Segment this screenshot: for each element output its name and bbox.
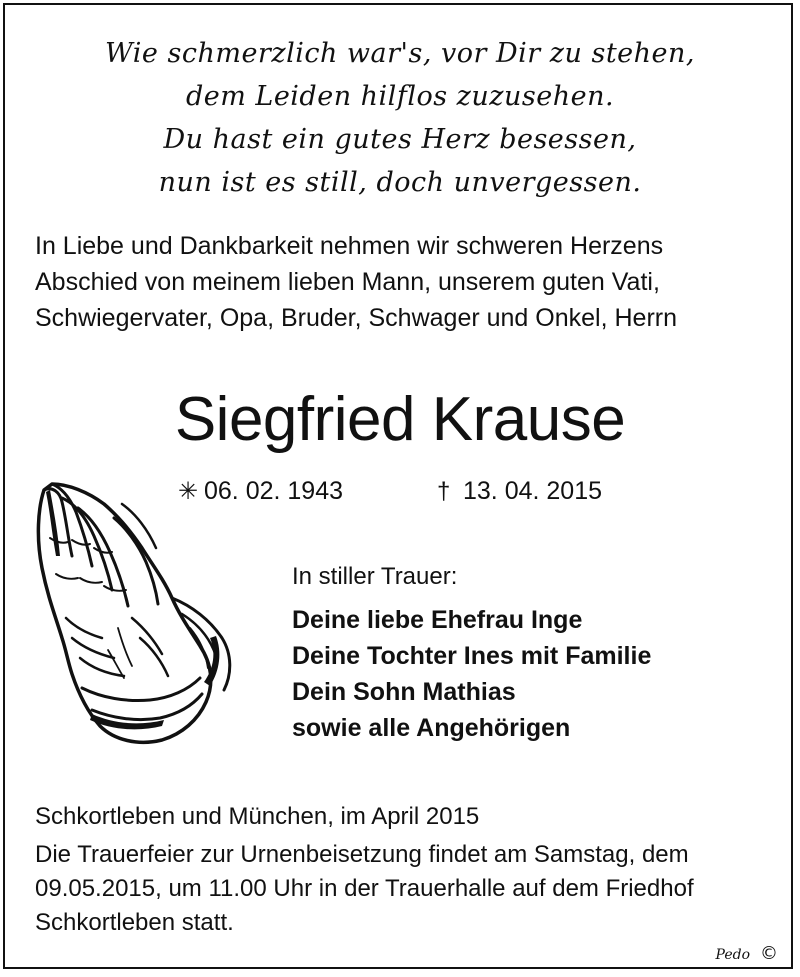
death-date-value: 13. 04. 2015 <box>463 477 603 505</box>
funeral-info <box>35 800 765 940</box>
poem-line: nun ist es still, doch unvergessen. <box>158 167 642 198</box>
birth-date-value: 06. 02. 1943 <box>204 477 344 505</box>
service-line: Schkortleben statt. <box>35 909 234 936</box>
mourners-list <box>292 602 651 746</box>
intro-text <box>35 228 765 336</box>
intro-line: Schwiegervater, Opa, Bruder, Schwager und Onkel, Herrn <box>35 304 677 332</box>
birth-star-icon: ✳ <box>178 478 199 505</box>
deceased-name: Siegfried Krause <box>174 385 626 454</box>
designer-signature <box>716 944 778 965</box>
mourner-entry: Dein Sohn Mathias <box>292 678 516 706</box>
mourners-section <box>292 560 651 746</box>
memorial-poem <box>0 32 800 204</box>
mourner-entry: Deine liebe Ehefrau Inge <box>292 606 583 634</box>
service-line: Die Trauerfeier zur Urnenbeisetzung findet am Samstag, dem <box>35 841 689 868</box>
intro-line: In Liebe und Dankbarkeit nehmen wir schweren Herzens <box>35 232 664 260</box>
mourning-lead: In stiller Trauer: <box>292 563 458 590</box>
poem-line: Du hast ein gutes Herz besessen, <box>163 124 637 155</box>
poem-line: dem Leiden hilflos zuzusehen. <box>185 81 615 112</box>
service-line: 09.05.2015, um 11.00 Uhr in der Trauerhalle auf dem Friedhof <box>35 875 694 902</box>
death-date <box>437 476 602 507</box>
death-cross-icon: † <box>437 478 451 505</box>
mourner-entry: Deine Tochter Ines mit Familie <box>292 642 652 670</box>
intro-line: Abschied von meinem lieben Mann, unserem guten Vati, <box>35 268 660 296</box>
poem-line: Wie schmerzlich war's, vor Dir zu stehen, <box>105 38 695 69</box>
mourner-entry: sowie alle Angehörigen <box>292 714 571 742</box>
signature-text: Pedo <box>715 947 750 963</box>
praying-hands-icon <box>22 478 237 748</box>
place-date: Schkortleben und München, im April 2015 <box>35 803 480 830</box>
copyright-icon: © <box>760 943 778 964</box>
